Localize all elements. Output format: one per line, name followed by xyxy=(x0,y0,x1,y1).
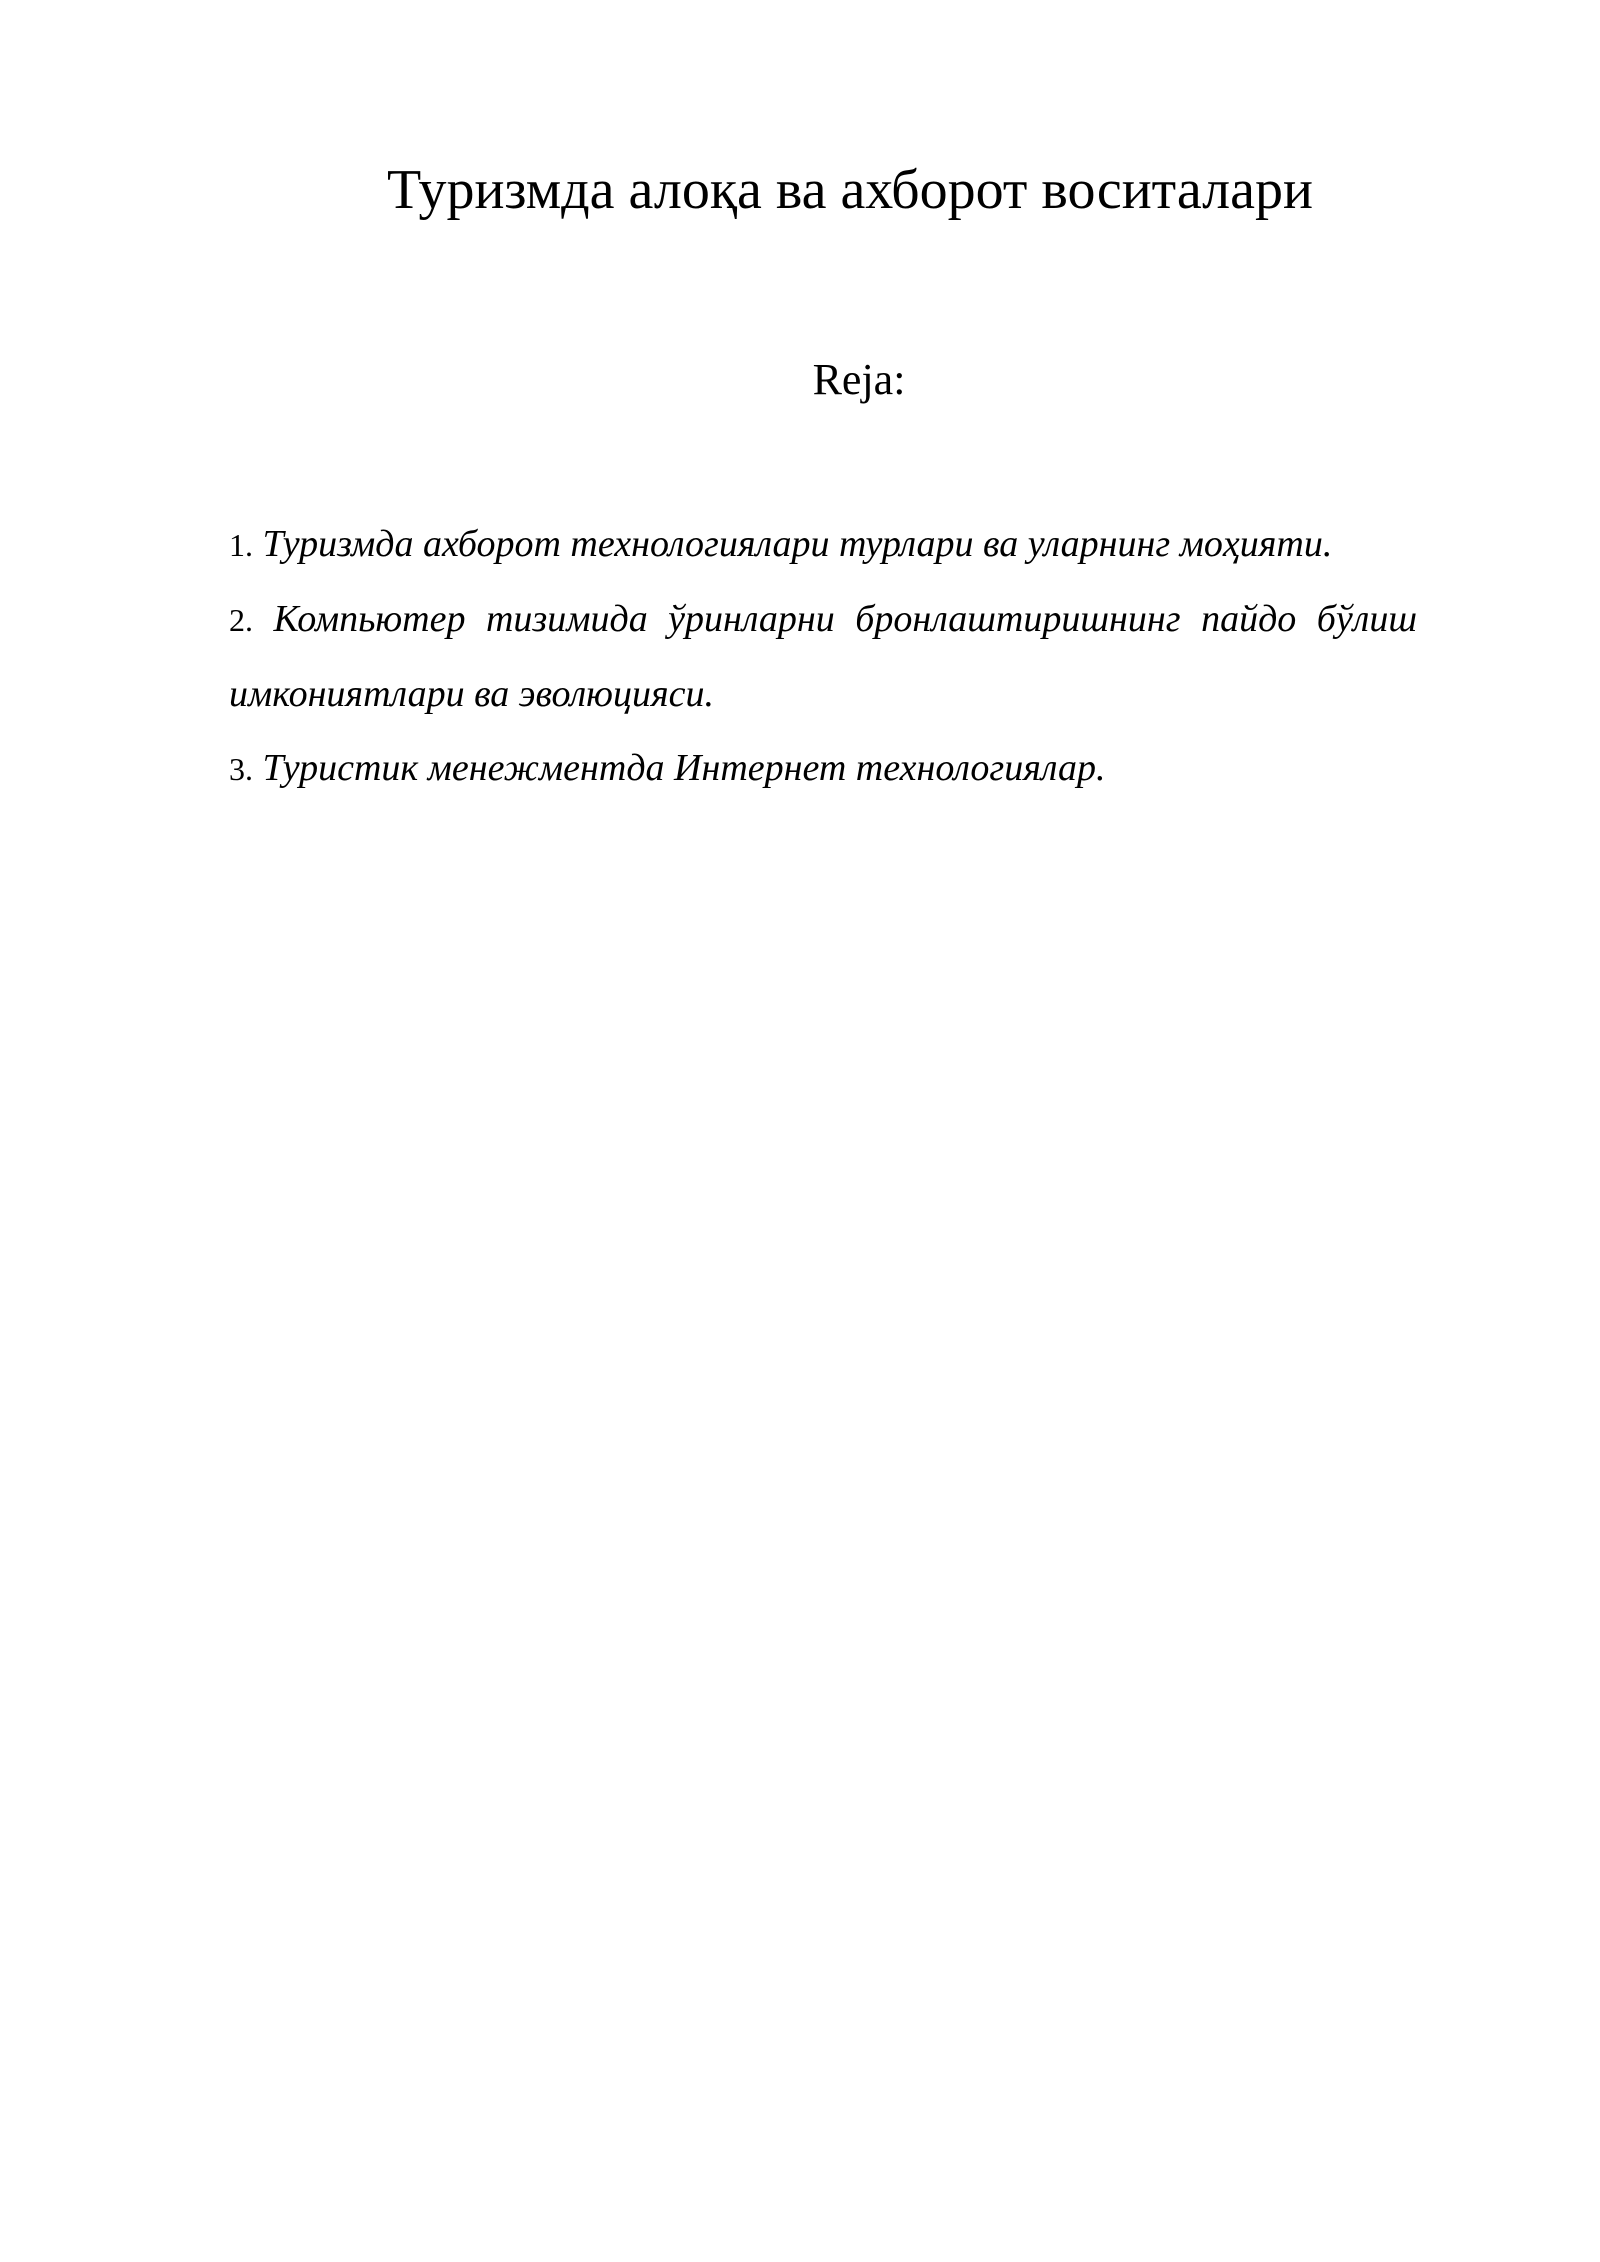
plan-item-text: Компьютер тизимида ўринларни бронлаштиришнинг пайдо бўлиш имкониятлари ва эволюцияси. xyxy=(229,598,1418,715)
plan-item-3 xyxy=(229,731,1417,806)
plan-item-text: Туристик менежментда Интернет технологиялар. xyxy=(262,747,1106,789)
plan-list xyxy=(229,507,1417,806)
plan-item-1 xyxy=(229,507,1417,582)
plan-heading: Reja: xyxy=(812,355,906,404)
plan-item-2 xyxy=(229,582,1417,731)
plan-item-number: 2. xyxy=(229,602,253,638)
plan-item-text: Туризмда ахборот технологиялари турлари ва уларнинг моҳияти. xyxy=(262,523,1333,565)
plan-item-number: 1. xyxy=(229,527,253,563)
plan-item-number: 3. xyxy=(229,751,253,787)
page-title: Туризмда алоқа ва ахборот воситалари xyxy=(387,159,1313,221)
